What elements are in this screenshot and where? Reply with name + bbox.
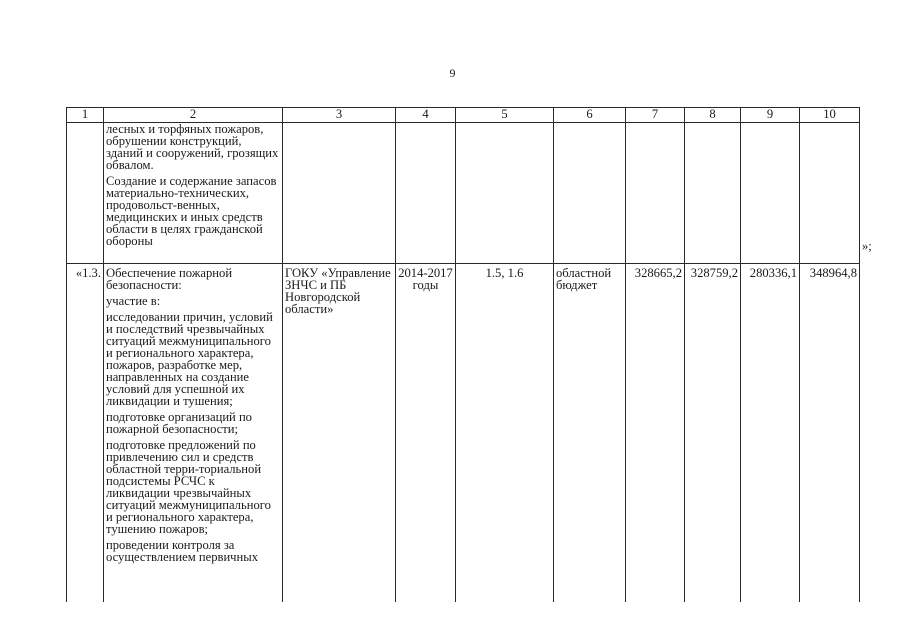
row-description-cell bbox=[104, 264, 283, 603]
row-amount-2017: 348964,8 bbox=[800, 264, 860, 603]
column-header-7: 7 bbox=[626, 108, 685, 123]
cont-source-cell bbox=[554, 123, 626, 264]
row-description-para: подготовке предложений по привлечению сил и средств областной терри-ториальной подсистемы РСЧС к ликвидации чрезвычайных ситуаций межмуниципального и регионального характера, тушению пожаров; bbox=[106, 438, 271, 536]
row-period-cell: 2014-2017 годы bbox=[396, 264, 456, 603]
cont-indicators-cell bbox=[456, 123, 554, 264]
continuation-row bbox=[67, 123, 860, 264]
row-description-para: подготовке организаций по пожарной безопасности; bbox=[106, 410, 252, 436]
column-header-2: 2 bbox=[104, 108, 283, 123]
column-header-1: 1 bbox=[67, 108, 104, 123]
column-header-8: 8 bbox=[685, 108, 741, 123]
row-source-cell: областной бюджет bbox=[554, 264, 626, 603]
row-executor-cell: ГОКУ «Управление ЗНЧС и ПБ Новгородской области» bbox=[283, 264, 396, 603]
program-table bbox=[66, 107, 860, 602]
cont-amount-cell bbox=[685, 123, 741, 264]
column-header-3: 3 bbox=[283, 108, 396, 123]
column-header-10: 10 bbox=[800, 108, 860, 123]
row-amount-2014: 328665,2 bbox=[626, 264, 685, 603]
closing-quote-mark: »; bbox=[862, 239, 872, 253]
cont-executor-cell bbox=[283, 123, 396, 264]
row-amount-2015: 328759,2 bbox=[685, 264, 741, 603]
row-description-para: проведении контроля за осуществлением первичных bbox=[106, 538, 259, 564]
column-header-6: 6 bbox=[554, 108, 626, 123]
column-header-9: 9 bbox=[741, 108, 800, 123]
cont-amount-cell bbox=[626, 123, 685, 264]
row-number-cell: «1.3. bbox=[67, 264, 104, 603]
cont-description-cell bbox=[104, 123, 283, 264]
row-description-para: участие в: bbox=[106, 294, 161, 308]
column-number-row bbox=[67, 108, 860, 123]
row-1-3 bbox=[67, 264, 860, 603]
cont-amount-cell bbox=[741, 123, 800, 264]
cont-number-cell bbox=[67, 123, 104, 264]
cont-amount-cell bbox=[800, 123, 860, 264]
row-description-para: исследовании причин, условий и последствий чрезвычайных ситуаций межмуниципального и регионального характера, пожаров, разработке мер, направленных на создание условий для успешной их ликвидации и тушения; bbox=[106, 310, 273, 408]
cont-period-cell bbox=[396, 123, 456, 264]
row-amount-2016: 280336,1 bbox=[741, 264, 800, 603]
cont-description-para: Создание и содержание запасов материально-технических, продовольст-венных, медицинских и иных средств области в целях гражданской обороны bbox=[106, 174, 277, 248]
row-indicators-cell: 1.5, 1.6 bbox=[456, 264, 554, 603]
column-header-5: 5 bbox=[456, 108, 554, 123]
column-header-4: 4 bbox=[396, 108, 456, 123]
row-description-para: Обеспечение пожарной безопасности: bbox=[106, 266, 233, 292]
page-number: 9 bbox=[449, 66, 456, 80]
cont-description-para: лесных и торфяных пожаров, обрушении конструкций, зданий и сооружений, грозящих обвалом. bbox=[106, 122, 279, 172]
